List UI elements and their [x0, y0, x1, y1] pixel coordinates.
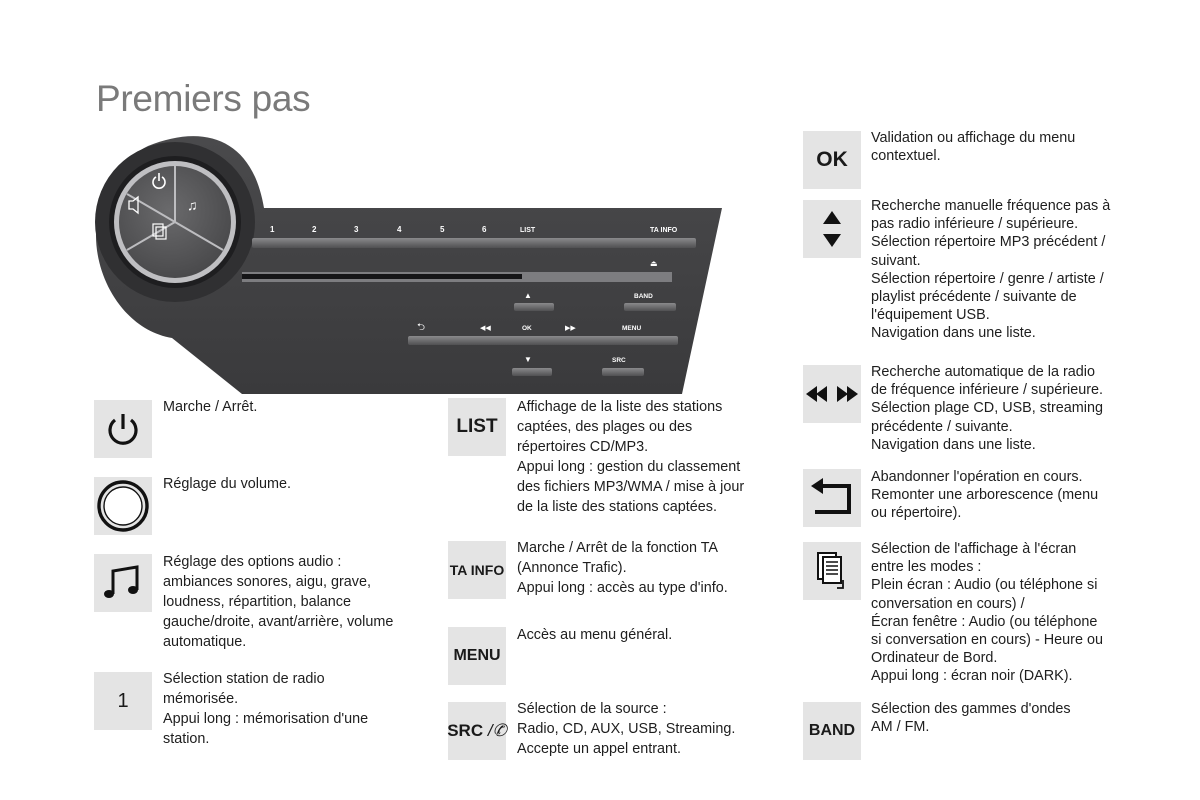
svg-text:2: 2 — [312, 225, 317, 234]
volume-knob-icon — [96, 479, 150, 533]
menu-icon: MENU — [453, 647, 501, 664]
back-description: Abandonner l'opération en cours. Remonter une arborescence (menu ou répertoire). — [871, 469, 1099, 522]
back-arrow-icon-box — [803, 469, 861, 527]
svg-text:▶▶: ▶▶ — [565, 325, 576, 332]
src-phone-icon: SRC /✆ — [447, 721, 507, 740]
seek-arrows-icon-box — [803, 365, 861, 423]
up-down-description: Recherche manuelle fréquence pas à pas radio inférieure / supérieure. Sélection répertoire MP3 précédent / suivant. Sélection répertoire / genre / artiste / playlist précédente / suivante de l'équipement USB. Navigation dans une liste. — [871, 198, 1111, 342]
power-icon-box — [94, 400, 152, 458]
menu-description: Accès au menu général. — [517, 627, 673, 643]
svg-text:LIST: LIST — [520, 227, 536, 234]
list-description: Affichage de la liste des stations captées, des plages ou des répertoires CD/MP3. Appui long : gestion du classement des fichiers MP3/WMA / mise à jour de la liste des stations captées. — [517, 399, 745, 516]
svg-text:▼: ▼ — [524, 355, 532, 364]
svg-text:▲: ▲ — [524, 291, 532, 300]
svg-text:♫: ♫ — [187, 197, 198, 213]
ta-info-icon-box — [448, 541, 506, 599]
back-arrow-icon — [809, 478, 855, 518]
svg-text:OK: OK — [522, 325, 532, 332]
band-description: Sélection des gammes d'ondes AM / FM. — [871, 701, 1071, 736]
preset-description: Sélection station de radio mémorisée. Appui long : mémorisation d'une station. — [163, 671, 369, 748]
up-down-arrows-icon-box — [803, 200, 861, 258]
svg-text:6: 6 — [482, 225, 487, 234]
svg-text:SRC: SRC — [612, 357, 626, 364]
seek-description: Recherche automatique de la radio de fréquence inférieure / supérieure. Sélection plage CD, USB, streaming précédente / suivante. Navigation dans une liste. — [871, 364, 1103, 453]
volume-knob-icon-box — [94, 477, 152, 535]
svg-text:◀◀: ◀◀ — [480, 325, 491, 332]
volume-description: Réglage du volume. — [163, 476, 291, 492]
music-note-icon — [101, 561, 145, 605]
ok-icon-box — [803, 131, 861, 189]
radio-panel-illustration — [92, 128, 732, 398]
up-down-arrows-icon — [817, 207, 847, 251]
ta-info-description: Marche / Arrêt de la fonction TA (Annonce Trafic). Appui long : accès au type d'info. — [517, 540, 728, 597]
src-description: Sélection de la source : Radio, CD, AUX, USB, Streaming. Accepte un appel entrant. — [517, 701, 736, 758]
power-icon — [103, 409, 143, 449]
seek-arrows-icon — [805, 384, 859, 404]
menu-icon-box — [448, 627, 506, 685]
preset-icon-box — [94, 672, 152, 730]
band-icon-box — [803, 702, 861, 760]
power-description: Marche / Arrêt. — [163, 399, 258, 415]
page-title: Premiers pas — [96, 78, 311, 119]
band-icon: BAND — [808, 722, 856, 739]
svg-text:MENU: MENU — [622, 325, 642, 332]
knob-music-icon — [187, 197, 198, 213]
svg-text:5: 5 — [440, 225, 445, 234]
preset-number-icon: 1 — [117, 689, 129, 712]
display-mode-description: Sélection de l'affichage à l'écran entre les modes : Plein écran : Audio (ou téléphone si conversation en cours) / Écran fenêtre : Audio (ou téléphone si conversation en cours) - Heure ou Ordinateur de Bord. Appui long : écran noir (DARK). — [871, 541, 1103, 685]
ok-icon: OK — [816, 148, 848, 171]
svg-text:3: 3 — [354, 225, 359, 234]
src-icon-box — [448, 702, 506, 760]
svg-text:⏏: ⏏ — [650, 259, 658, 268]
svg-text:4: 4 — [397, 225, 402, 234]
svg-text:⮌: ⮌ — [417, 322, 426, 333]
list-icon-box — [448, 398, 506, 456]
music-note-icon-box — [94, 554, 152, 612]
list-icon: LIST — [456, 416, 498, 437]
audio-options-description: Réglage des options audio : ambiances sonores, aigu, grave, loudness, répartition, balance gauche/droite, avant/arrière, volume automatique. — [163, 554, 394, 651]
display-mode-icon-box — [803, 542, 861, 600]
ta-info-icon: TA INFO — [449, 562, 505, 578]
svg-text:BAND: BAND — [634, 293, 653, 300]
svg-text:1: 1 — [270, 225, 275, 234]
display-mode-icon — [814, 550, 850, 592]
ok-description: Validation ou affichage du menu contextuel. — [871, 130, 1076, 165]
svg-text:TA INFO: TA INFO — [650, 227, 678, 234]
